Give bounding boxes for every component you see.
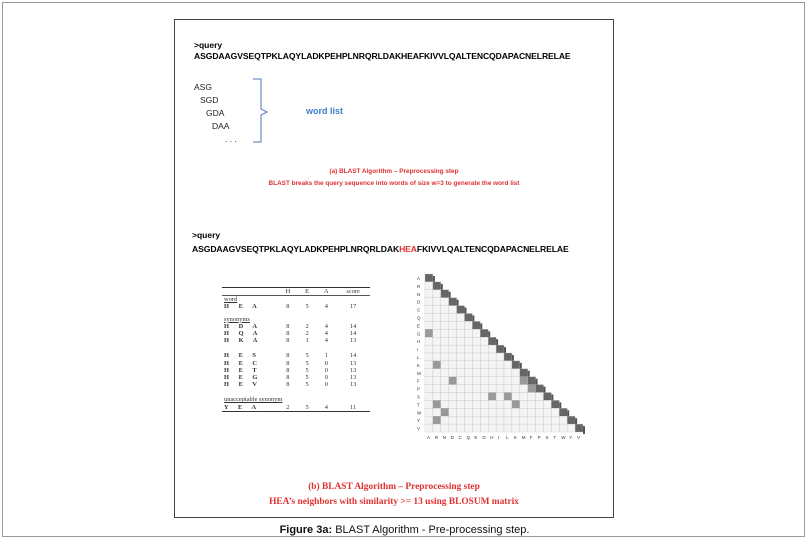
matrix-col-label: T — [553, 435, 557, 440]
matrix-cell — [425, 298, 433, 306]
matrix-cell — [425, 424, 433, 432]
matrix-cell — [449, 337, 457, 345]
matrix-cell — [520, 424, 528, 432]
matrix-cell — [488, 400, 496, 408]
matrix-cell — [528, 393, 536, 401]
table-row: H Q A 8 2 4 14 — [224, 330, 357, 338]
matrix-cell — [496, 424, 504, 432]
matrix-cell — [433, 282, 441, 290]
matrix-row-label: L — [417, 355, 420, 360]
matrix-cell — [425, 321, 433, 329]
matrix-cell — [472, 353, 480, 361]
word-item-4: DAA — [212, 121, 230, 131]
matrix-cell — [465, 385, 473, 393]
matrix-cell — [504, 369, 512, 377]
matrix-cell — [480, 408, 488, 416]
col-header-word — [222, 288, 278, 296]
matrix-cell — [520, 377, 528, 385]
matrix-cell — [536, 385, 544, 393]
panel-a-title: (a) BLAST Algorithm – Preprocessing step — [329, 168, 459, 175]
matrix-cell — [544, 408, 552, 416]
matrix-cell — [504, 377, 512, 385]
matrix-cell — [488, 377, 496, 385]
matrix-row-label: Y — [417, 418, 421, 424]
matrix-col-label: Y — [569, 435, 573, 440]
table-row: H D A 8 2 4 14 — [224, 322, 357, 330]
matrix-row-label: W — [417, 410, 422, 416]
matrix-row-label: T — [417, 402, 420, 408]
matrix-cell — [457, 337, 465, 345]
matrix-row-label: M — [417, 370, 421, 376]
matrix-cell — [512, 416, 520, 424]
matrix-cell — [441, 290, 449, 298]
matrix-cell — [520, 408, 528, 416]
matrix-cell — [488, 353, 496, 361]
matrix-cell — [433, 329, 441, 337]
matrix-cell — [457, 385, 465, 393]
matrix-cell — [504, 385, 512, 393]
matrix-row-label: Q — [417, 315, 421, 321]
matrix-cell — [480, 377, 488, 385]
matrix-cell — [457, 400, 465, 408]
col-header-h: H — [285, 288, 291, 295]
matrix-cell — [457, 321, 465, 329]
matrix-cell — [480, 345, 488, 353]
matrix-col-label: E — [474, 435, 478, 440]
matrix-cell — [449, 321, 457, 329]
matrix-row-label: G — [417, 331, 421, 337]
matrix-cell — [496, 416, 504, 424]
matrix-cell — [480, 369, 488, 377]
matrix-cell — [433, 385, 441, 393]
matrix-cell — [449, 416, 457, 424]
matrix-cell — [433, 314, 441, 322]
matrix-cell — [457, 369, 465, 377]
matrix-cell — [472, 408, 480, 416]
matrix-cell — [544, 424, 552, 432]
matrix-row-label: E — [417, 323, 421, 329]
matrix-cell — [575, 424, 583, 432]
matrix-row-label: F — [417, 378, 420, 384]
matrix-cell — [449, 314, 457, 322]
matrix-cell — [433, 353, 441, 361]
matrix-col-label: K — [513, 435, 517, 440]
matrix-cell — [512, 377, 520, 385]
matrix-cell — [425, 416, 433, 424]
matrix-cell — [441, 400, 449, 408]
matrix-cell — [465, 416, 473, 424]
matrix-cell — [449, 353, 457, 361]
matrix-cell — [433, 361, 441, 369]
matrix-cell — [425, 306, 433, 314]
matrix-cell — [425, 329, 433, 337]
matrix-cell — [480, 353, 488, 361]
table-row: H E A 8 5 4 17 — [224, 303, 357, 311]
matrix-cell — [449, 369, 457, 377]
matrix-cell — [465, 424, 473, 432]
matrix-cell — [449, 298, 457, 306]
matrix-cell — [465, 337, 473, 345]
sequence-before: ASGDAAGVSEQTPKLAQYLADKPEHPLNRQRLDAK — [192, 244, 400, 254]
matrix-cell — [512, 400, 520, 408]
matrix-cell — [457, 353, 465, 361]
matrix-cell — [488, 345, 496, 353]
matrix-cell — [425, 337, 433, 345]
matrix-cell — [528, 424, 536, 432]
matrix-cell — [544, 416, 552, 424]
word-item-ellipsis: . . . — [225, 134, 237, 144]
sequence-after: FKIVVLQALTENCQDAPACNELRELAE — [416, 244, 569, 254]
matrix-cell — [480, 416, 488, 424]
matrix-cell — [449, 306, 457, 314]
matrix-cell — [449, 345, 457, 353]
matrix-cell — [472, 345, 480, 353]
table-row: H E S 8 5 1 14 — [224, 352, 357, 360]
matrix-cell — [528, 400, 536, 408]
matrix-cell — [472, 400, 480, 408]
matrix-cell — [441, 329, 449, 337]
matrix-cell — [472, 321, 480, 329]
matrix-row-label: P — [417, 386, 421, 392]
matrix-cell — [488, 408, 496, 416]
matrix-cell — [488, 393, 496, 401]
matrix-cell — [551, 416, 559, 424]
matrix-cell — [480, 424, 488, 432]
matrix-col-label: P — [537, 435, 541, 440]
matrix-cell — [480, 400, 488, 408]
matrix-cell — [488, 385, 496, 393]
matrix-col-label: G — [482, 435, 486, 440]
col-header-score: score — [346, 288, 360, 295]
matrix-cell — [528, 385, 536, 393]
matrix-cell — [441, 321, 449, 329]
matrix-cell — [472, 361, 480, 369]
matrix-cell — [496, 361, 504, 369]
matrix-cell — [441, 337, 449, 345]
blosum-matrix — [415, 272, 585, 458]
matrix-cell — [520, 416, 528, 424]
matrix-cell — [457, 393, 465, 401]
panel-a-subtitle: BLAST breaks the query sequence into words of size w=3 to generate the word list — [268, 180, 520, 187]
panel-b-title: (b) BLAST Algorithm – Preprocessing step — [308, 482, 480, 492]
matrix-cell — [480, 329, 488, 337]
matrix-row-label: H — [417, 339, 421, 345]
matrix-cell — [536, 393, 544, 401]
matrix-cell — [472, 385, 480, 393]
matrix-col-label: D — [450, 435, 454, 440]
matrix-cell — [536, 408, 544, 416]
matrix-cell — [449, 408, 457, 416]
matrix-cell — [472, 329, 480, 337]
matrix-cell — [504, 416, 512, 424]
matrix-cell — [425, 369, 433, 377]
matrix-cell — [465, 393, 473, 401]
matrix-cell — [433, 337, 441, 345]
matrix-cell — [441, 345, 449, 353]
synonym-table — [222, 287, 372, 412]
matrix-cell — [512, 424, 520, 432]
matrix-cell — [433, 416, 441, 424]
table-row: H K A 8 1 4 13 — [224, 337, 357, 345]
matrix-cell — [457, 361, 465, 369]
matrix-cell — [536, 416, 544, 424]
matrix-cell — [488, 416, 496, 424]
table-row: H E C 8 5 0 13 — [224, 359, 357, 367]
matrix-cell — [559, 424, 567, 432]
matrix-cell — [512, 393, 520, 401]
matrix-col-label: S — [545, 435, 549, 440]
matrix-cell — [465, 377, 473, 385]
matrix-cell — [551, 408, 559, 416]
matrix-cell — [441, 385, 449, 393]
matrix-cell — [433, 400, 441, 408]
matrix-cell — [567, 424, 575, 432]
matrix-col-label: Q — [466, 435, 471, 440]
matrix-cell — [433, 321, 441, 329]
matrix-cell — [472, 369, 480, 377]
sequence-highlight-hea: HEA — [399, 244, 417, 254]
caption-label: Figure 3a: — [279, 524, 333, 536]
caption-text: BLAST Algorithm - Pre-processing step. — [332, 524, 530, 536]
table-row: H E T 8 5 0 13 — [224, 366, 357, 374]
matrix-cell — [559, 416, 567, 424]
matrix-cell — [465, 408, 473, 416]
table-row: Y E A 2 5 4 11 — [222, 404, 370, 412]
matrix-cell — [472, 424, 480, 432]
matrix-col-label: F — [529, 435, 533, 440]
matrix-cell — [441, 353, 449, 361]
matrix-cell — [465, 345, 473, 353]
word-item-2: SGD — [200, 95, 219, 105]
matrix-cell — [457, 306, 465, 314]
matrix-row-label: C — [417, 307, 421, 313]
matrix-cell — [520, 393, 528, 401]
word-item-3: GDA — [206, 108, 225, 118]
matrix-col-label: N — [442, 435, 447, 440]
matrix-cell — [551, 424, 559, 432]
matrix-cell — [512, 361, 520, 369]
matrix-cell — [465, 353, 473, 361]
table-row: H E G 8 5 0 13 — [224, 374, 357, 382]
matrix-cell — [425, 361, 433, 369]
matrix-cell — [441, 298, 449, 306]
matrix-cell — [425, 400, 433, 408]
matrix-cell — [520, 369, 528, 377]
matrix-cell — [496, 369, 504, 377]
matrix-cell — [520, 400, 528, 408]
query-sequence-b — [192, 244, 569, 254]
matrix-cell — [528, 408, 536, 416]
matrix-cell — [433, 393, 441, 401]
matrix-cell — [496, 408, 504, 416]
matrix-cell — [528, 377, 536, 385]
matrix-cell — [425, 290, 433, 298]
matrix-cell — [472, 337, 480, 345]
word-list-brace — [251, 78, 271, 144]
matrix-col-label: H — [490, 435, 494, 440]
word-item-1: ASG — [194, 82, 212, 92]
matrix-row-label: K — [417, 362, 421, 368]
matrix-cell — [488, 337, 496, 345]
matrix-row-label: D — [417, 299, 421, 305]
matrix-cell — [496, 385, 504, 393]
query-sequence-a: ASGDAAGVSEQTPKLAQYLADKPEHPLNRQRLDAKHEAFKIVVLQALTENCQDAPACNELRELAE — [194, 51, 571, 61]
matrix-cell — [449, 424, 457, 432]
matrix-cell — [496, 400, 504, 408]
matrix-row-label: N — [417, 291, 421, 297]
matrix-cell — [536, 400, 544, 408]
matrix-cell — [536, 424, 544, 432]
matrix-cell — [441, 377, 449, 385]
matrix-cell — [504, 400, 512, 408]
matrix-cell — [425, 314, 433, 322]
matrix-cell — [457, 314, 465, 322]
matrix-row-label: A — [417, 276, 421, 281]
matrix-cell — [504, 361, 512, 369]
matrix-cell — [480, 385, 488, 393]
matrix-edge-shadow — [583, 426, 585, 434]
section-word: word — [224, 296, 238, 304]
section-synonyms: synonyms — [224, 315, 250, 323]
matrix-cell — [449, 361, 457, 369]
matrix-cell — [457, 329, 465, 337]
matrix-cell — [433, 369, 441, 377]
matrix-cell — [480, 393, 488, 401]
matrix-cell — [472, 377, 480, 385]
matrix-cell — [504, 353, 512, 361]
matrix-cell — [512, 385, 520, 393]
matrix-cell — [488, 369, 496, 377]
matrix-cell — [496, 345, 504, 353]
matrix-cell — [465, 321, 473, 329]
matrix-cell — [520, 385, 528, 393]
matrix-cell — [425, 385, 433, 393]
query-label-b: >query — [192, 230, 221, 240]
matrix-cell — [425, 353, 433, 361]
matrix-cell — [441, 361, 449, 369]
matrix-cell — [496, 353, 504, 361]
matrix-cell — [465, 361, 473, 369]
matrix-col-label: R — [434, 435, 439, 440]
word-list-label: word list — [306, 106, 344, 116]
table-row: H E V 8 5 0 13 — [224, 381, 357, 389]
matrix-cell — [433, 290, 441, 298]
matrix-cell — [480, 337, 488, 345]
matrix-cell — [480, 361, 488, 369]
matrix-col-label: A — [427, 435, 431, 440]
matrix-col-label: C — [458, 435, 462, 440]
matrix-cell — [465, 400, 473, 408]
matrix-cell — [441, 424, 449, 432]
matrix-cell — [425, 274, 433, 282]
matrix-cell — [441, 408, 449, 416]
matrix-cell — [488, 424, 496, 432]
matrix-cell — [449, 393, 457, 401]
matrix-cell — [504, 408, 512, 416]
matrix-cell — [528, 416, 536, 424]
matrix-cell — [544, 393, 552, 401]
figure-caption — [0, 524, 809, 536]
matrix-cell — [433, 408, 441, 416]
matrix-cell — [504, 424, 512, 432]
matrix-col-label: W — [561, 435, 566, 440]
col-header-a: A — [324, 288, 329, 295]
matrix-cell — [449, 400, 457, 408]
section-unacceptable: unacceptable synonym — [224, 396, 283, 404]
matrix-cell — [504, 393, 512, 401]
matrix-cell — [512, 408, 520, 416]
matrix-row-label: I — [417, 347, 419, 353]
matrix-col-label: M — [521, 435, 526, 440]
matrix-cell — [567, 416, 575, 424]
matrix-cell — [433, 298, 441, 306]
matrix-cell — [551, 400, 559, 408]
matrix-row-label: V — [417, 426, 421, 432]
matrix-cell — [433, 306, 441, 314]
matrix-cell — [496, 393, 504, 401]
matrix-cell — [449, 329, 457, 337]
panel-b-subtitle: HEA’s neighbors with similarity >= 13 using BLOSUM matrix — [269, 497, 519, 507]
matrix-cell — [433, 345, 441, 353]
col-header-e: E — [305, 288, 310, 295]
matrix-cell — [441, 306, 449, 314]
matrix-cell — [457, 408, 465, 416]
matrix-cell — [425, 408, 433, 416]
matrix-cell — [488, 361, 496, 369]
matrix-col-label: V — [577, 435, 581, 440]
matrix-cell — [465, 314, 473, 322]
matrix-cell — [465, 369, 473, 377]
matrix-cell — [472, 416, 480, 424]
matrix-cell — [457, 345, 465, 353]
matrix-cell — [496, 377, 504, 385]
matrix-col-label: L — [506, 435, 509, 440]
matrix-row-label: R — [417, 283, 421, 289]
matrix-cell — [449, 377, 457, 385]
matrix-cell — [457, 377, 465, 385]
matrix-cell — [465, 329, 473, 337]
matrix-cell — [449, 385, 457, 393]
matrix-cell — [457, 416, 465, 424]
matrix-cell — [433, 377, 441, 385]
matrix-cell — [544, 400, 552, 408]
matrix-cell — [512, 369, 520, 377]
matrix-row-label: S — [417, 394, 421, 400]
matrix-cell — [472, 393, 480, 401]
matrix-cell — [457, 424, 465, 432]
figure-panel — [174, 19, 614, 518]
matrix-cell — [433, 424, 441, 432]
matrix-cell — [441, 416, 449, 424]
matrix-col-label: I — [498, 435, 500, 440]
matrix-cell — [425, 377, 433, 385]
matrix-cell — [425, 282, 433, 290]
matrix-cell — [425, 393, 433, 401]
matrix-cell — [559, 408, 567, 416]
matrix-cell — [441, 393, 449, 401]
matrix-cell — [425, 345, 433, 353]
query-label-a: >query — [194, 40, 223, 50]
matrix-cell — [441, 369, 449, 377]
matrix-cell — [441, 314, 449, 322]
